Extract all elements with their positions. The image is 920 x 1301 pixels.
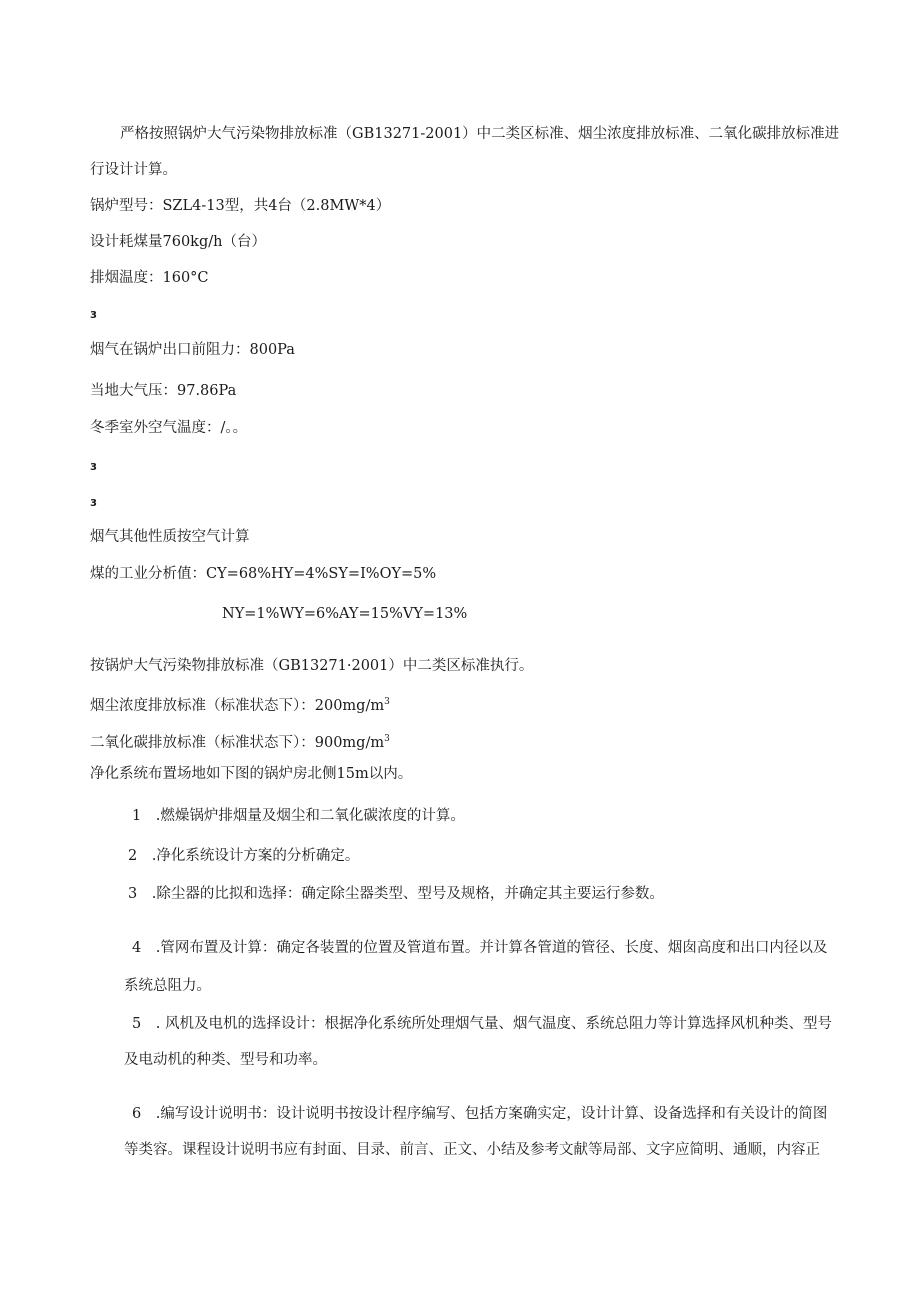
exhaust-temperature: 排烟温度：160°C bbox=[90, 270, 209, 286]
boiler-model: 锅炉型号：SZL4-13型，共4台（2.8MW*4） bbox=[90, 198, 391, 214]
task-6-line-2: 等类容。课程设计说明书应有封面、目录、前言、正文、小结及参考文献等局部、文字应简明、通顺，内容正 bbox=[124, 1142, 820, 1158]
dust-standard bbox=[90, 692, 390, 716]
coal-consumption: 设计耗煤量760kg/h（台） bbox=[90, 234, 266, 250]
footnote-marker: 3 bbox=[90, 498, 97, 509]
atmospheric-pressure: 当地大气压：97.86Pa bbox=[90, 383, 237, 399]
footnote-marker: 3 bbox=[90, 462, 97, 473]
co2-standard-text: 二氧化碳排放标准（标准状态下）：900mg∕m bbox=[90, 735, 385, 751]
dust-standard-superscript: 3 bbox=[384, 697, 390, 707]
intro-line-2: 行设计计算。 bbox=[90, 162, 177, 178]
standard-execution: 按锅炉大气污染物排放标准（GB13271·2001）中二类区标准执行。 bbox=[90, 658, 534, 674]
co2-standard bbox=[90, 729, 390, 753]
other-properties: 烟气其他性质按空气计算 bbox=[90, 529, 250, 545]
footnote-marker: 3 bbox=[90, 310, 97, 321]
task-4-line-1: 4 .管网布置及计算：确定各装置的位置及管道布置。并计算各管道的管径、长度、烟囱高度和出口内径以及 bbox=[132, 940, 828, 956]
task-5-line-1: 5 . 风机及电机的选择设计：根据净化系统所处理烟气量、烟气温度、系统总阻力等计算选择风机种类、型号 bbox=[132, 1016, 832, 1032]
coal-analysis-line-1: 煤的工业分析值：CY=68%HY=4%SY=I%OY=5% bbox=[90, 566, 437, 582]
winter-outdoor-temperature: 冬季室外空气温度：/。。 bbox=[90, 420, 248, 436]
task-1: 1 .燃燥锅炉排烟量及烟尘和二氧化碳浓度的计算。 bbox=[132, 808, 465, 824]
site-layout: 净化系统布置场地如下图的锅炉房北侧15m以内。 bbox=[90, 766, 413, 782]
task-5-line-2: 及电动机的种类、型号和功率。 bbox=[124, 1052, 327, 1068]
task-2: 2 .净化系统设计方案的分析确定。 bbox=[128, 848, 360, 864]
outlet-resistance: 烟气在锅炉出口前阻力：800Pa bbox=[90, 342, 295, 358]
coal-analysis-line-2: NY=1%WY=6%AY=15%VY=13% bbox=[222, 606, 468, 622]
task-6-line-1: 6 .编写设计说明书：设计说明书按设计程序编写、包括方案确实定，设计计算、设备选择和有关设计的简图 bbox=[132, 1106, 828, 1122]
task-4-line-2: 系统总阻力。 bbox=[124, 978, 211, 994]
intro-line-1: 严格按照锅炉大气污染物排放标准（GB13271-2001）中二类区标准、烟尘浓度排放标准、二氧化碳排放标准进 bbox=[120, 126, 840, 142]
co2-standard-superscript: 3 bbox=[384, 734, 390, 744]
task-3: 3 .除尘器的比拟和选择：确定除尘器类型、型号及规格，并确定其主要运行参数。 bbox=[128, 886, 664, 902]
dust-standard-text: 烟尘浓度排放标准（标准状态下）：200mg∕m bbox=[90, 698, 385, 714]
